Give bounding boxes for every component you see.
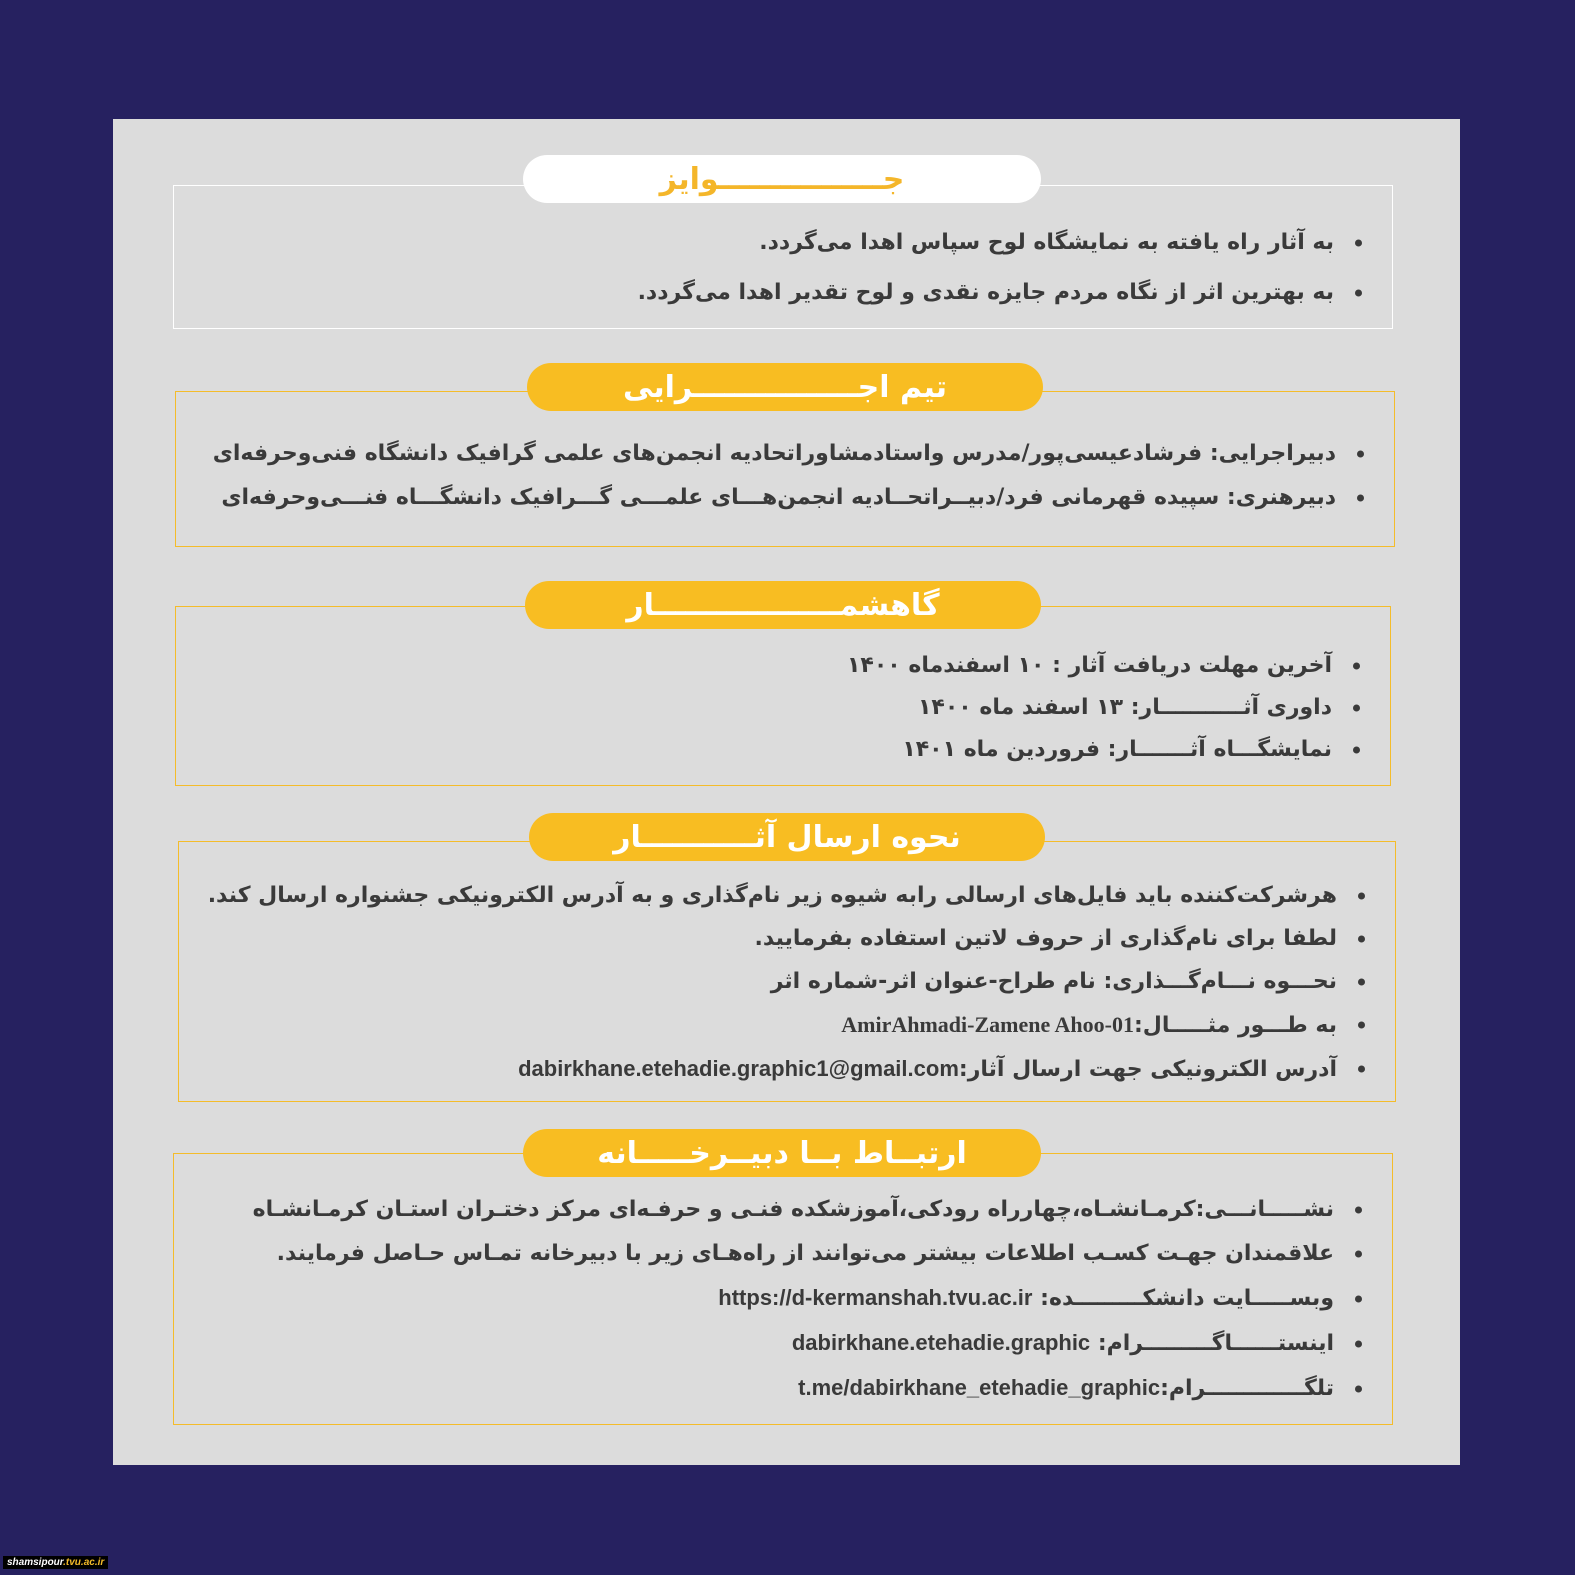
bullet-icon <box>1358 1066 1365 1073</box>
website-link[interactable]: https://d-kermanshah.tvu.ac.ir <box>718 1285 1033 1310</box>
list-item: به بهترین اثر از نگاه مردم جایزه نقدی و لوح تقدیر اهدا می‌گردد. <box>194 268 1364 318</box>
list-item: دبیرهنری: سپیده قهرمانی فرد/دبیــراتحــادیه انجمن‌هـــای علمـــی گـــرافیک دانشگـــاه فنـــی‌وحرفه‌ای <box>196 476 1366 520</box>
bullet-icon <box>1355 1340 1362 1347</box>
bullet-icon <box>1358 1022 1365 1029</box>
prizes-title: جــــــــــــــــوایز <box>523 155 1041 203</box>
bullet-icon <box>1355 1207 1362 1214</box>
example-filename: AmirAhmadi-Zamene Ahoo-01 <box>841 1012 1134 1037</box>
bullet-icon <box>1355 1295 1362 1302</box>
bullet-icon <box>1355 290 1362 297</box>
list-item: اینستــــــاگـــــــــرام: dabirkhane.etehadie.graphic <box>194 1321 1364 1366</box>
schedule-section <box>175 606 1391 786</box>
team-section <box>175 391 1395 547</box>
list-item: به طـــور مثـــــال:AmirAhmadi-Zamene Ahoo-01 <box>199 1003 1367 1047</box>
list-item: آخرین مهلت دریافت آثار : ۱۰ اسفندماه ۱۴۰۰ <box>196 645 1362 687</box>
list-item: علاقمندان جهـت کسـب اطلاعات بیشتر می‌توانند از راه‌هـای زیر با دبیرخانه تمـاس حـاصل فرمایند. <box>194 1232 1364 1276</box>
email-link[interactable]: dabirkhane.etehadie.graphic1@gmail.com <box>518 1056 959 1081</box>
bullet-icon <box>1357 495 1364 502</box>
prizes-section <box>173 185 1393 329</box>
list-item: وبســـــایت دانشکـــــــــده: https://d-kermanshah.tvu.ac.ir <box>194 1276 1364 1321</box>
bullet-icon <box>1353 663 1360 670</box>
submission-title: نحوه ارسال آثـــــــــــار <box>529 813 1045 861</box>
list-item: هرشرکت‌کننده باید فایل‌های ارسالی رابه شیوه زیر نام‌گذاری و به آدرس الکترونیکی جشنواره ارسال کند. <box>199 874 1367 917</box>
list-item: لطفا برای نام‌گذاری از حروف لاتین استفاده بفرمایید. <box>199 917 1367 960</box>
bullet-icon <box>1358 935 1365 942</box>
contact-title: ارتبــاط بــا دبیــرخـــــانه <box>523 1129 1041 1177</box>
list-item: نحـــوه نـــام‌گـــذاری: نام طراح-عنوان اثر-شماره اثر <box>199 960 1367 1003</box>
list-item: دبیراجرایی: فرشادعیسی‌پور/مدرس واستادمشاوراتحادیه انجمن‌های علمی گرافیک دانشگاه فنی‌وحرفه‌ای <box>196 432 1366 476</box>
list-item: آدرس الکترونیکی جهت ارسال آثار:dabirkhane.etehadie.graphic1@gmail.com <box>199 1047 1367 1091</box>
telegram-link[interactable]: t.me/dabirkhane_etehadie_graphic <box>798 1375 1161 1400</box>
instagram-link[interactable]: dabirkhane.etehadie.graphic <box>791 1330 1091 1355</box>
bullet-icon <box>1353 747 1360 754</box>
list-item: داوری آثـــــــــــار: ۱۳ اسفند ماه ۱۴۰۰ <box>196 687 1362 729</box>
bullet-icon <box>1355 1385 1362 1392</box>
team-title: تیم اجــــــــــــــــرایی <box>527 363 1043 411</box>
list-item: به آثار راه یافته به نمایشگاه لوح سپاس اهدا می‌گردد. <box>194 218 1364 268</box>
bullet-icon <box>1357 451 1364 458</box>
poster-card <box>113 119 1460 1465</box>
source-credit: shamsipour.tvu.ac.ir <box>3 1556 108 1569</box>
contact-section <box>173 1153 1393 1425</box>
schedule-title: گاهشمــــــــــــــــــار <box>525 581 1041 629</box>
submission-section <box>178 841 1396 1102</box>
bullet-icon <box>1353 705 1360 712</box>
bullet-icon <box>1355 240 1362 247</box>
bullet-icon <box>1358 978 1365 985</box>
bullet-icon <box>1358 892 1365 899</box>
bullet-icon <box>1355 1251 1362 1258</box>
list-item: تلگـــــــــــــرام:t.me/dabirkhane_etehadie_graphic <box>194 1366 1364 1411</box>
list-item: نشـــــانـــی:کرمـانشـاه،چهارراه رودکی،آموزشکده فنـی و حرفـه‌ای مرکز دختـران استـان کرمـانشـاه <box>194 1188 1364 1232</box>
list-item: نمایشگـــاه آثـــــــار: فروردین ماه ۱۴۰۱ <box>196 729 1362 771</box>
